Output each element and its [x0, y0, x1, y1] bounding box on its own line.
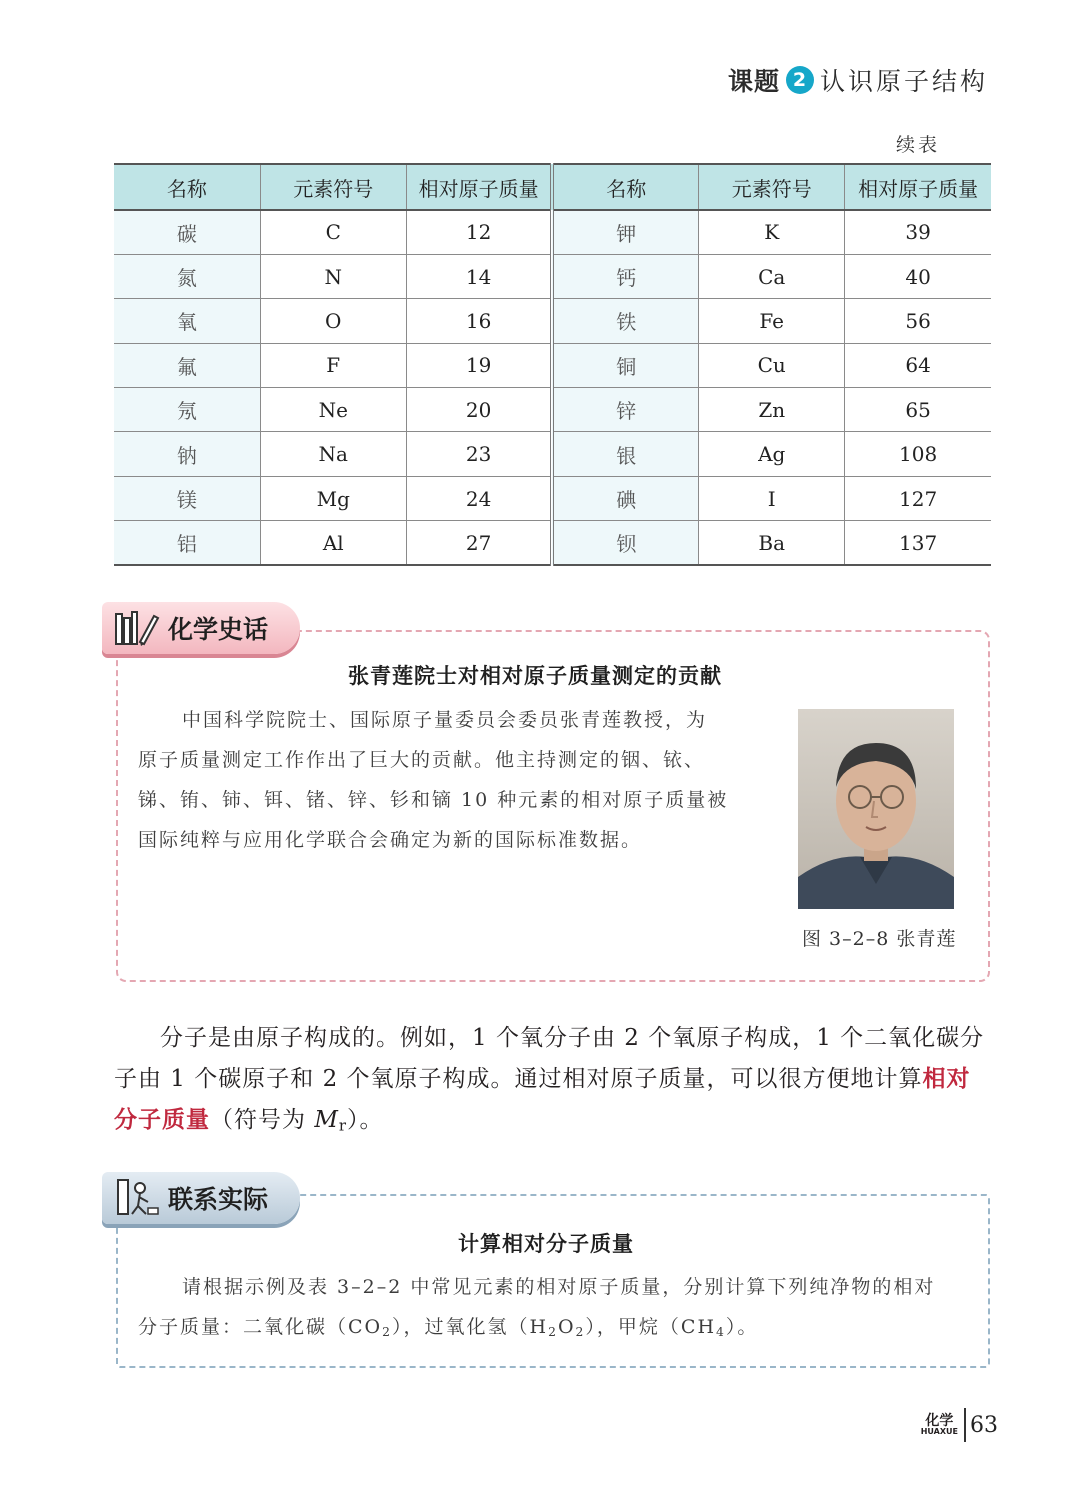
atomic-mass-cell: 127 — [845, 476, 991, 520]
element-name-cell: 钠 — [114, 432, 260, 476]
subject-logo — [921, 1414, 958, 1436]
element-symbol-cell: Ba — [699, 521, 845, 565]
atomic-mass-cell: 39 — [845, 210, 991, 254]
element-symbol-cell: F — [260, 343, 406, 387]
table-header-row — [114, 164, 991, 210]
table-row — [114, 299, 991, 343]
practice-paragraph — [138, 1267, 978, 1352]
practice-line-1: 请根据示例及表 3–2–2 中常见元素的相对原子质量，分别计算下列纯净物的相对 — [182, 1276, 936, 1298]
element-symbol-cell: C — [260, 210, 406, 254]
column-header: 名称 — [552, 164, 698, 210]
lesson-title: 认识原子结构 — [819, 67, 988, 96]
table-row — [114, 343, 991, 387]
element-name-cell: 钙 — [552, 254, 698, 298]
element-symbol-cell: O — [260, 299, 406, 343]
lesson-label: 课题 — [727, 67, 780, 96]
page-footer — [921, 1408, 998, 1442]
footer-divider — [964, 1408, 966, 1442]
practice-tag-label: 联系实际 — [168, 1185, 269, 1214]
table-row — [114, 521, 991, 565]
element-name-cell: 碳 — [114, 210, 260, 254]
body-text-2: （符号为 — [210, 1107, 315, 1133]
atomic-mass-cell: 23 — [406, 432, 552, 476]
element-name-cell: 氖 — [114, 388, 260, 432]
atomic-mass-cell: 20 — [406, 388, 552, 432]
element-name-cell: 铝 — [114, 521, 260, 565]
atomic-mass-cell: 19 — [406, 343, 552, 387]
table-row — [114, 432, 991, 476]
history-line-1: 中国科学院院士、国际原子量委员会委员张青莲教授，为 — [182, 709, 708, 731]
atomic-mass-cell: 16 — [406, 299, 552, 343]
atomic-mass-cell: 12 — [406, 210, 552, 254]
element-symbol-cell: N — [260, 254, 406, 298]
element-symbol-cell: I — [699, 476, 845, 520]
element-symbol-cell: Al — [260, 521, 406, 565]
element-symbol-cell: Cu — [699, 343, 845, 387]
page-number: 63 — [970, 1412, 998, 1438]
atomic-mass-cell: 137 — [845, 521, 991, 565]
practice-line-2: 分子质量：二氧化碳$(CO_2)$，过氧化氢$(H_2O_2)$，甲烷$(CH_4)$。 — [138, 1316, 759, 1340]
element-symbol-cell: Zn — [699, 388, 845, 432]
atomic-mass-cell: 27 — [406, 521, 552, 565]
portrait-photo — [798, 709, 954, 909]
history-line-2: 原子质量测定工作作出了巨大的贡献。他主持测定的铟、铱、 — [138, 749, 706, 771]
atomic-mass-cell: 56 — [845, 299, 991, 343]
element-name-cell: 碘 — [552, 476, 698, 520]
column-header: 相对原子质量 — [406, 164, 552, 210]
subject-pinyin: HUAXUE — [920, 1427, 958, 1436]
element-symbol-cell: Ne — [260, 388, 406, 432]
atomic-mass-cell: 14 — [406, 254, 552, 298]
table-row — [114, 476, 991, 520]
subject-cn: 化学 — [925, 1413, 954, 1429]
element-name-cell: 氧 — [114, 299, 260, 343]
column-header: 元素符号 — [260, 164, 406, 210]
element-name-cell: 钾 — [552, 210, 698, 254]
element-symbol-cell: Ag — [699, 432, 845, 476]
symbol-m: M — [314, 1107, 339, 1133]
element-symbol-cell: Fe — [699, 299, 845, 343]
history-paragraph — [138, 700, 778, 860]
books-icon — [114, 608, 160, 648]
table-row — [114, 254, 991, 298]
body-text-3: ）。 — [347, 1107, 384, 1133]
atomic-mass-cell: 24 — [406, 476, 552, 520]
history-tag-label: 化学史话 — [168, 615, 269, 644]
person-books-icon — [114, 1178, 160, 1218]
body-paragraph — [114, 1018, 994, 1147]
table-row — [114, 388, 991, 432]
element-name-cell: 氟 — [114, 343, 260, 387]
practice-tag — [102, 1172, 300, 1224]
element-symbol-cell: Na — [260, 432, 406, 476]
symbol-sub: r — [338, 1116, 348, 1135]
lesson-number-badge: 2 — [786, 66, 814, 94]
element-symbol-cell: K — [699, 210, 845, 254]
history-line-3: 锑、铕、铈、铒、锗、锌、钐和镝 10 种元素的相对原子质量被 — [138, 789, 729, 811]
history-title: 张青莲院士对相对原子质量测定的贡献 — [348, 664, 722, 688]
atomic-mass-cell: 65 — [845, 388, 991, 432]
photo-caption: 图 3–2–8 张青莲 — [802, 928, 957, 950]
element-name-cell: 钡 — [552, 521, 698, 565]
table-body — [114, 210, 991, 565]
atomic-mass-cell: 40 — [845, 254, 991, 298]
history-tag — [102, 602, 300, 654]
column-header: 元素符号 — [699, 164, 845, 210]
element-name-cell: 银 — [552, 432, 698, 476]
atomic-mass-cell: 108 — [845, 432, 991, 476]
history-line-4: 国际纯粹与应用化学联合会确定为新的国际标准数据。 — [138, 829, 643, 851]
column-header: 名称 — [114, 164, 260, 210]
body-text-1: 分子是由原子构成的。例如，1 个氧分子由 2 个氧原子构成，1 个二氧化碳分子由 1 个碳原子和 2 个氧原子构成。通过相对原子质量，可以很方便地计算 — [114, 1025, 985, 1092]
atomic-mass-table — [114, 163, 991, 566]
element-name-cell: 镁 — [114, 476, 260, 520]
chapter-header — [728, 62, 988, 98]
element-name-cell: 铁 — [552, 299, 698, 343]
element-name-cell: 锌 — [552, 388, 698, 432]
element-name-cell: 氮 — [114, 254, 260, 298]
table-row — [114, 210, 991, 254]
element-symbol-cell: Mg — [260, 476, 406, 520]
table-continuation-label: 续表 — [895, 134, 940, 156]
practice-title: 计算相对分子质量 — [458, 1232, 634, 1256]
atomic-mass-cell: 64 — [845, 343, 991, 387]
highlight-term: 相对分子质量 — [114, 1066, 971, 1133]
element-symbol-cell: Ca — [699, 254, 845, 298]
element-name-cell: 铜 — [552, 343, 698, 387]
column-header: 相对原子质量 — [845, 164, 991, 210]
